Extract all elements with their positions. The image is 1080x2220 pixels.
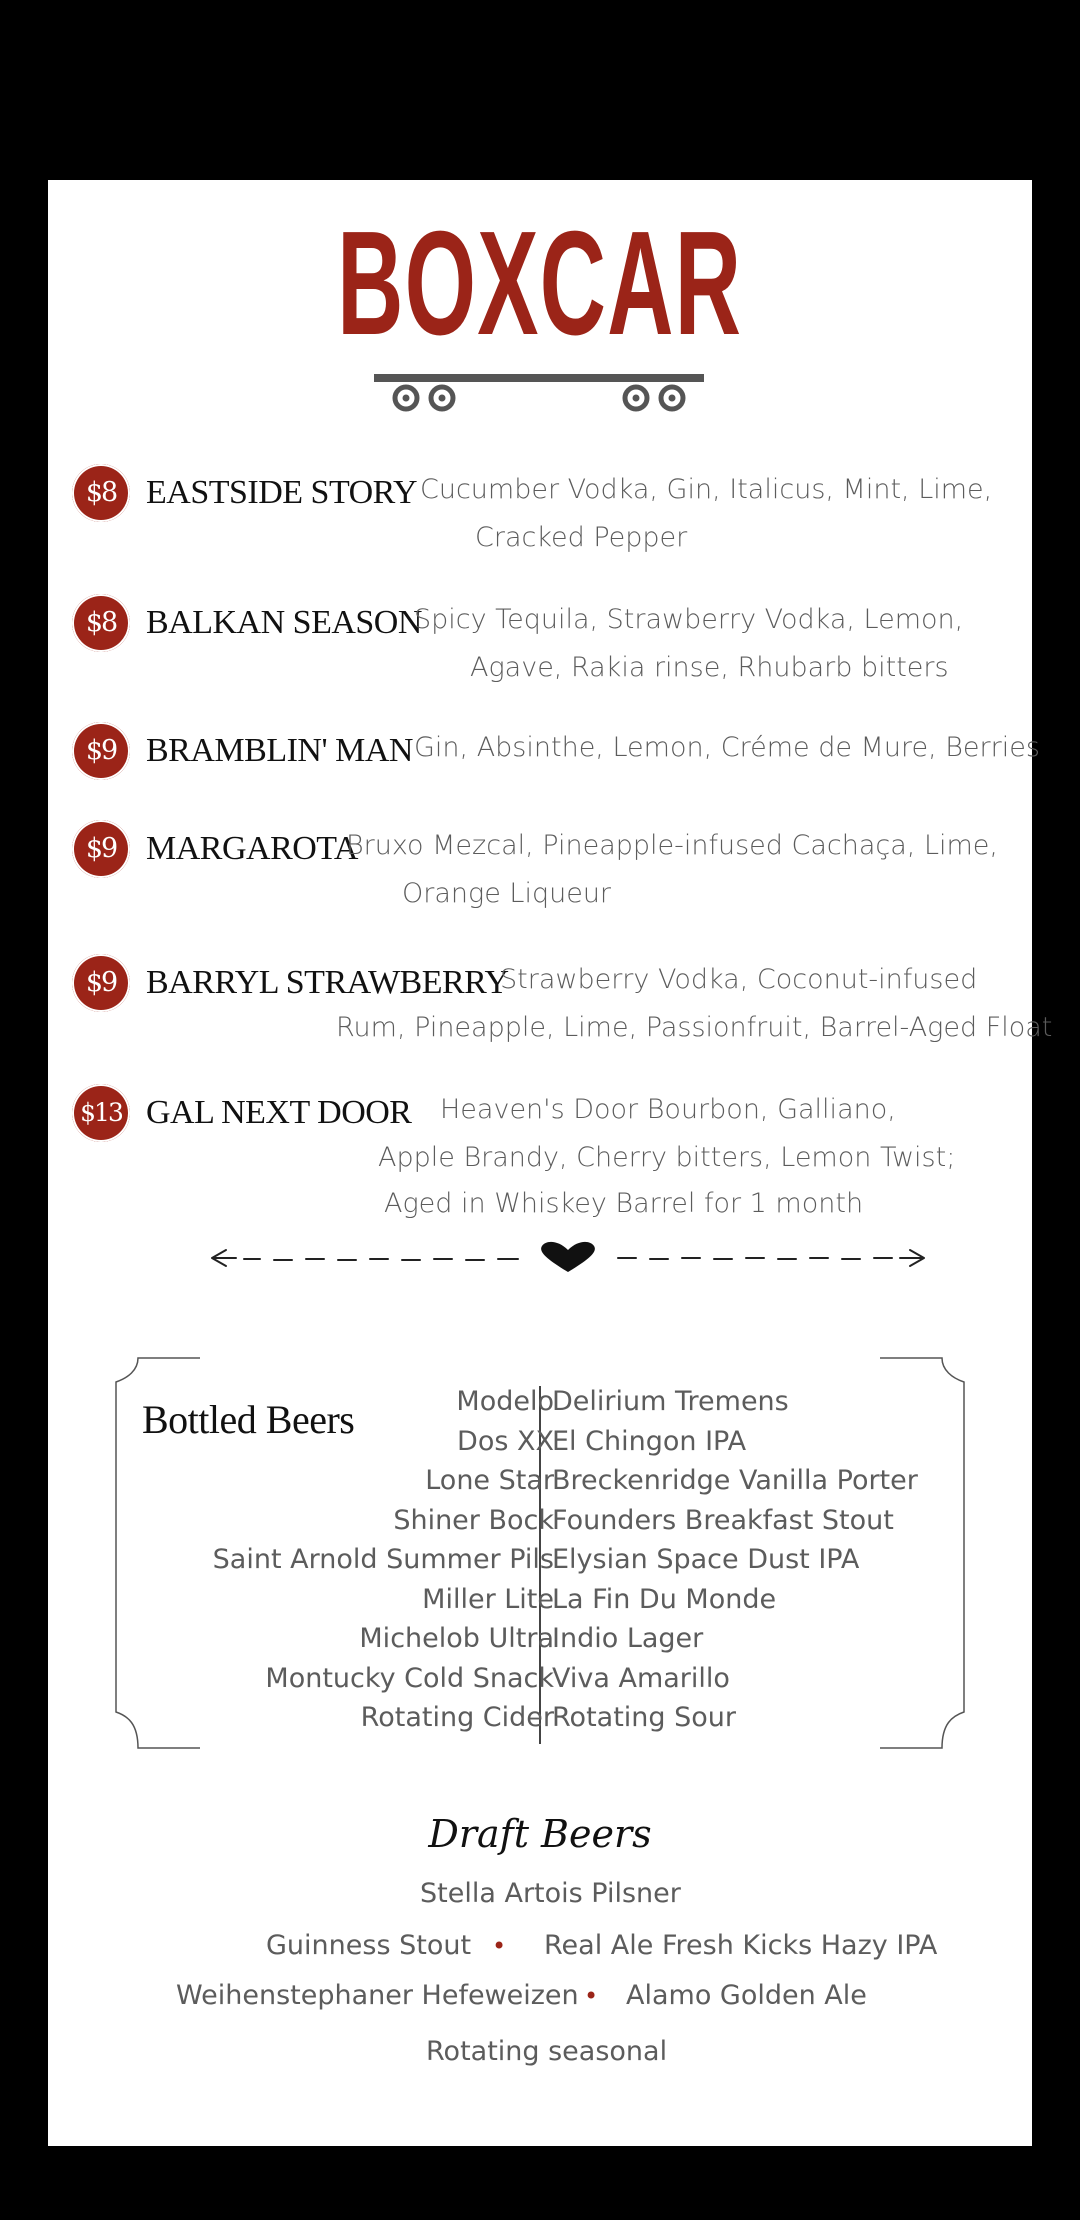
- beer-item: Delirium Tremens: [552, 1386, 789, 1417]
- boxcar-wheels-icon: [374, 374, 704, 422]
- menu-page: [48, 180, 1053, 2146]
- logo-text: BOXCAR: [337, 201, 743, 366]
- cocktail-name: BARRYL STRAWBERRY: [146, 964, 509, 1001]
- beer-item: Rotating Sour: [552, 1702, 736, 1733]
- cocktail-description: Aged in Whiskey Barrel for 1 month: [384, 1188, 864, 1219]
- draft-beer-item: Rotating seasonal: [426, 2036, 668, 2067]
- beer-item: Shiner Bock: [393, 1504, 554, 1536]
- cocktail-name: EASTSIDE STORY: [146, 474, 418, 511]
- beer-item: Saint Arnold Summer Pils: [212, 1544, 554, 1575]
- cocktail-name: BALKAN SEASON: [146, 604, 422, 641]
- bullet-separator-icon: •: [492, 1932, 507, 1960]
- cocktail-description: Agave, Rakia rinse, Rhubarb bitters: [470, 652, 949, 683]
- cocktail-description: Apple Brandy, Cherry bitters, Lemon Twist;: [378, 1142, 956, 1173]
- beer-item: Modelo: [456, 1386, 554, 1417]
- beer-item: Michelob Ultra: [359, 1623, 554, 1654]
- cocktail-description: Strawberry Vodka, Coconut-infused: [500, 964, 978, 995]
- draft-beer-item: Guinness Stout: [266, 1930, 472, 1961]
- price-badge: $9: [72, 722, 130, 780]
- draft-beer-item: Alamo Golden Ale: [626, 1980, 867, 2011]
- bullet-separator-icon: •: [584, 1982, 599, 2010]
- cocktail-name: BRAMBLIN' MAN: [146, 732, 413, 769]
- boxcar-logo: [48, 201, 1032, 366]
- cocktail-name: MARGAROTA: [146, 830, 358, 867]
- cocktail-description: Cracked Pepper: [475, 522, 688, 553]
- price-badge: $8: [72, 594, 130, 652]
- beer-item: Breckenridge Vanilla Porter: [552, 1465, 918, 1496]
- cocktail-description: Spicy Tequila, Strawberry Vodka, Lemon,: [414, 604, 964, 635]
- price-badge: $13: [72, 1084, 130, 1142]
- beer-item: Rotating Cider: [360, 1702, 554, 1733]
- cocktail-description: Cucumber Vodka, Gin, Italicus, Mint, Lime,: [420, 474, 993, 505]
- cocktail-description: Bruxo Mezcal, Pineapple-infused Cachaça, Lime,: [346, 830, 998, 861]
- beer-item: Montucky Cold Snack: [265, 1662, 554, 1694]
- bottled-beers-left-column: [213, 1382, 554, 1738]
- beer-item: Founders Breakfast Stout: [552, 1504, 894, 1536]
- draft-beer-item: Stella Artois Pilsner: [420, 1878, 681, 1909]
- draft-beer-item: Weihenstephaner Hefeweizen: [176, 1980, 579, 2011]
- beer-item: Miller Lite: [422, 1583, 554, 1615]
- bottled-beers-right-column: [552, 1382, 918, 1738]
- cocktail-description: Rum, Pineapple, Lime, Passionfruit, Barrel-Aged Float: [336, 1012, 1053, 1043]
- beer-item: La Fin Du Monde: [552, 1583, 777, 1615]
- price-badge: $9: [72, 954, 130, 1012]
- beer-item: Dos XX: [457, 1425, 554, 1457]
- heart-divider-icon: [208, 1238, 928, 1278]
- beer-item: Elysian Space Dust IPA: [552, 1544, 860, 1575]
- draft-beers-title: Draft Beers: [428, 1812, 652, 1856]
- price-badge: $8: [72, 464, 130, 522]
- cocktail-description: Orange Liqueur: [402, 878, 612, 909]
- cocktail-description: Gin, Absinthe, Lemon, Créme de Mure, Berries: [414, 732, 1040, 763]
- cocktail-name: GAL NEXT DOOR: [146, 1094, 412, 1131]
- beer-item: Lone Star: [425, 1465, 554, 1496]
- cocktail-description: Heaven's Door Bourbon, Galliano,: [440, 1094, 896, 1125]
- beer-item: El Chingon IPA: [552, 1425, 747, 1457]
- price-badge: $9: [72, 820, 130, 878]
- draft-beer-item: Real Ale Fresh Kicks Hazy IPA: [544, 1930, 938, 1961]
- beer-item: Indio Lager: [552, 1623, 704, 1654]
- bottled-beers-title: Bottled Beers: [142, 1397, 355, 1442]
- beer-item: Viva Amarillo: [552, 1662, 730, 1694]
